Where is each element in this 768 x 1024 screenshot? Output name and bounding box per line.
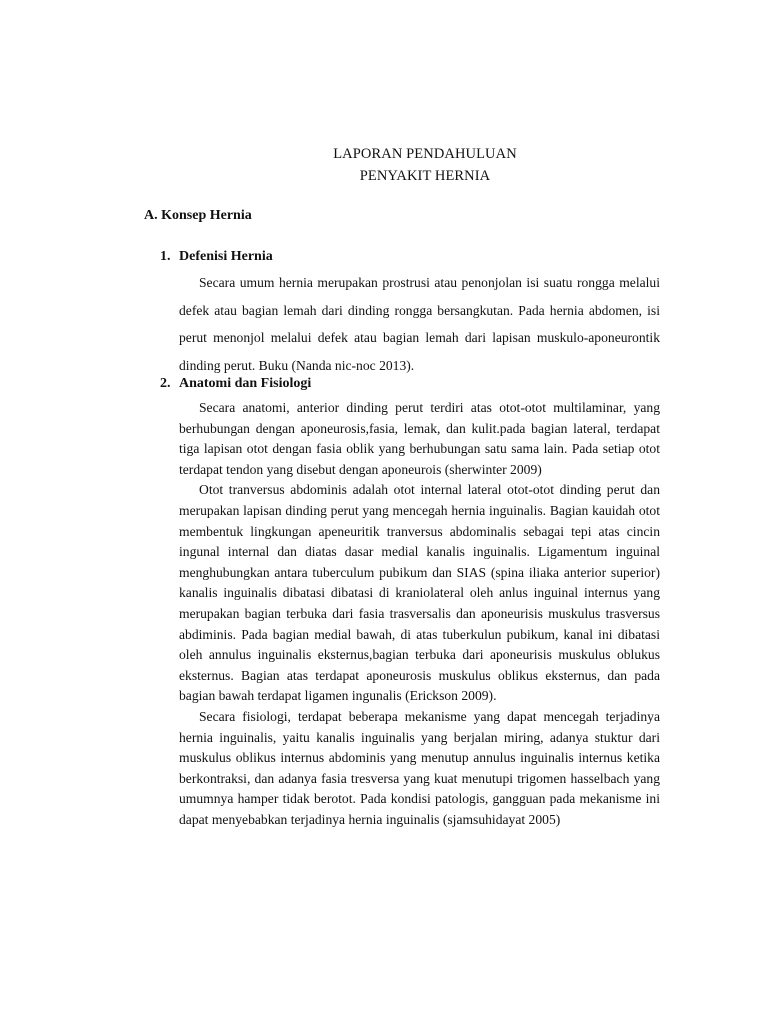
subsection-number: 1. [160, 249, 171, 264]
paragraph: Secara anatomi, anterior dinding perut terdiri atas otot-otot multilaminar, yang berhubungan dengan aponeurosis,fasia, lemak, dan kulit.pada bagian lateral, terdapat tiga lapisan otot dengan fasia oblik yang berhubungan satu sama lain. Pada setiap otot terdapat tendon yang disebut dengan aponeurois (sherwinter 2009) [179, 400, 660, 477]
paragraph-block-defenisi [179, 269, 660, 379]
subsection-title: Anatomi dan Fisiologi [179, 376, 312, 391]
document-title: LAPORAN PENDAHULUAN [333, 146, 517, 162]
document-subtitle: PENYAKIT HERNIA [359, 168, 491, 184]
section-heading-konsep-hernia: A. Konsep Hernia [144, 208, 252, 223]
paragraph: Secara fisiologi, terdapat beberapa mekanisme yang dapat mencegah terjadinya hernia inguinalis, yaitu kanalis inguinalis yang berjalan miring, adanya stuktur dari muskulus oblikus internus abdominis yang menutup annulus inguinalis internus ketika berkontraksi, dan adanya fasia tresversa yang kuat menutupi trigomen hasselbach yang umumnya hamper tidak berotot. Pada kondisi patologis, gangguan pada mekanisme ini dapat menyebabkan terjadinya hernia inguinalis (sjamsuhidayat 2005) [179, 708, 660, 827]
subsection-number: 2. [160, 376, 171, 391]
subsection-heading-defenisi [160, 249, 273, 265]
subsection-heading-anatomi [160, 376, 311, 392]
paragraph: Secara umum hernia merupakan prostrusi atau penonjolan isi suatu rongga melalui defek atau bagian lemah dari dinding rongga bersangkutan. Pada hernia abdomen, isi perut menonjol melalui defek atau bagian lemah dari lapisan muskulo-aponeurontik dinding perut. Buku (Nanda nic-noc 2013). [179, 275, 660, 373]
subsection-title: Defenisi Hernia [179, 249, 273, 264]
paragraph: Otot tranversus abdominis adalah otot internal lateral otot-otot dinding perut dan merupakan lapisan dinding perut yang mencegah hernia inguinalis. Bagian kauidah otot membentuk lingkungan apeneuritik tranversus abdominalis sebagai tepi atas cincin ingunal internal dan diatas dasar medial kanalis inguinalis. Ligamentum inguinal menghubungkan antara tuberculum pubikum dan SIAS (spina iliaka anterior superior) kanalis inguinalis dibatasi dibatasi di kraniolateral oleh anlus inguinal internus yang merupakan bagian terbuka dari fasia trasversalis dan aponeurisis muskulus trasversus abdiminis. Pada bagian medial bawah, di atas tuberkulun pubikum, kanal ini dibatasi oleh annulus inguinalis eksternus,bagian terbuka dari aponeurisis muskulus oblukus eksternus. Bagian atas terdapat aponeurosis muskulus oblikus eksternus, dan pada bagian bawah terdapat ligamen ingunalis (Erickson 2009). [179, 482, 660, 704]
paragraph-block-anatomi [179, 398, 660, 830]
